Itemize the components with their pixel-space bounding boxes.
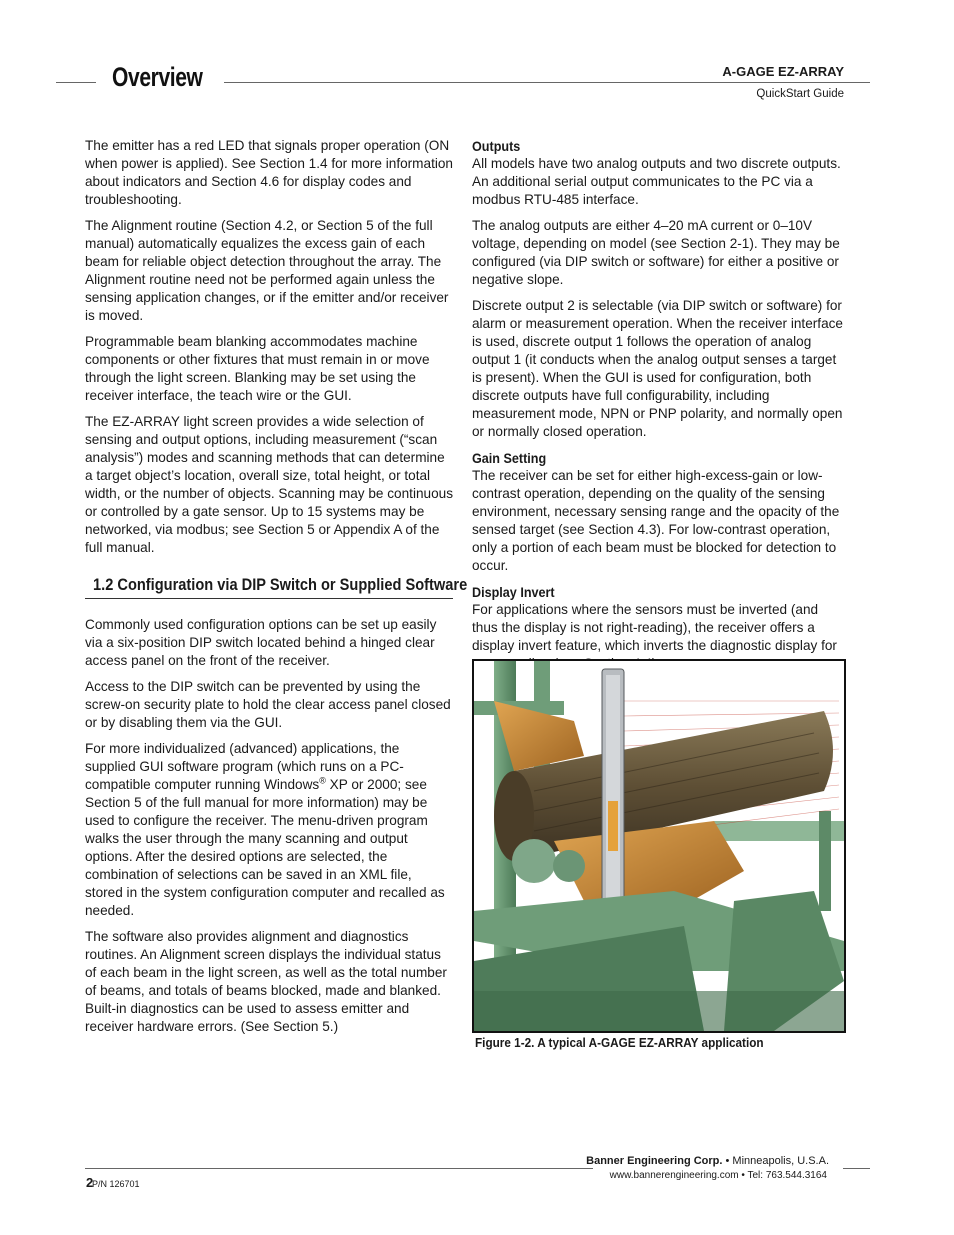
page-number: 2 — [86, 1175, 94, 1190]
paragraph: The emitter has a red LED that signals proper operation (ON when power is applied). See Section 1.4 for more information about indicators and Section 4.6 for display codes and troubleshooting. — [85, 138, 453, 207]
company-name: Banner Engineering Corp. — [586, 1155, 723, 1167]
figure-caption: Figure 1-2. A typical A-GAGE EZ-ARRAY application — [475, 1036, 764, 1050]
sawmill-illustration — [474, 661, 844, 1031]
paragraph: Discrete output 2 is selectable (via DIP switch or software) for alarm or measurement operation. When the receiver interface is used, discrete output 1 follows the operation of analog output 1 (it conducts when the analog output senses a target is present). When the GUI is used for configuration, both discrete outputs have full configurability, including measurement mode, NPN or PNP polarity, and normally open or normally closed operation. — [472, 298, 843, 439]
paragraph: Programmable beam blanking accommodates machine components or other fixtures that must remain in or move through the light screen. Blanking may be set using the receiver interface, the teach wire or the GUI. — [85, 334, 430, 403]
paragraph: The Alignment routine (Section 4.2, or Section 5 of the full manual) automatically equalizes the excess gain of each beam for reliable object detection throughout the array. The Alignment routine need not be performed again unless the sensing application changes, or if the emitter and/or receiver is moved. — [85, 218, 449, 323]
left-column-section — [85, 616, 453, 1044]
part-number: P/N 126701 — [92, 1179, 140, 1189]
header-rule-left — [56, 82, 96, 83]
outputs-heading: Outputs — [472, 138, 521, 154]
paragraph: Commonly used configuration options can be set up easily via a six-position DIP switch located behind a hinged clear access panel on the front of the receiver. — [85, 617, 437, 668]
paragraph: All models have two analog outputs and two discrete outputs. An additional serial output communicates to the PC via a modbus RTU-485 interface. — [472, 156, 841, 207]
application-figure — [472, 659, 846, 1033]
section-rule — [85, 598, 453, 599]
paragraph: Access to the DIP switch can be prevented by using the screw-on security plate to hold the clear access panel closed or by disabling them via the GUI. — [85, 679, 451, 730]
paragraph: The EZ-ARRAY light screen provides a wide selection of sensing and output options, including measurement (“scan analysis”) modes and scanning methods that can determine a target object’s location, overall size, total height, or total width, or the number of objects. Scanning may be continuous or controlled by a gate sensor. Up to 15 systems may be networked, via modbus; see Section 5 or Appendix A of the full manual. — [85, 414, 454, 555]
footer-contact: www.bannerengineering.com • Tel: 763.544.3164 — [609, 1170, 827, 1181]
document-subtitle: QuickStart Guide — [756, 88, 844, 100]
gain-heading: Gain Setting — [472, 450, 547, 466]
footer-rule-right — [843, 1168, 870, 1169]
paragraph: For applications where the sensors must be inverted (and thus the display is not right-reading), the receiver offers a display invert feature, which inverts the diagnostic display for — [472, 602, 837, 653]
footer-rule — [85, 1168, 593, 1169]
section-heading: 1.2 Configuration via DIP Switch or Supplied Software — [93, 575, 468, 594]
text-run: For more individualized (advanced) applications, the supplied GUI software program (which runs on a PC-compatible computer running Windows — [85, 741, 404, 792]
product-name: A-GAGE EZ-ARRAY — [722, 64, 844, 79]
left-column — [85, 137, 453, 565]
paragraph: The software also provides alignment and diagnostics routines. An Alignment screen displays the individual status of each beam in the light screen, as well as the total number of beams, and totals of beams blocked, made and blanked. Built-in diagnostics can be used to assess emitter and receiver hardware errors. (See Section 5.) — [85, 929, 447, 1034]
right-column — [472, 137, 844, 681]
paragraph-gui — [85, 740, 453, 920]
display-invert-heading: Display Invert — [472, 584, 555, 600]
paragraph: The receiver can be set for either high-excess-gain or low-contrast operation, depending on the quality of the sensing environment, necessary sensing range and the opacity of the sensed target (see Section 4.3). For low-contrast operation, only a portion of each beam must be blocked for detection to occur. — [472, 468, 840, 573]
company-location: • Minneapolis, U.S.A. — [722, 1155, 829, 1167]
page-title: Overview — [112, 62, 203, 92]
footer-company — [586, 1155, 829, 1167]
header-rule — [224, 82, 870, 83]
text-run: XP or 2000; see Section 5 of the full manual for more information) may be used to configure the receiver. The menu-driven program walks the user through the many scanning and output options. After the desired options are selected, the combination of selections can be saved in an XML file, stored in the system configuration computer and recalled as needed. — [85, 777, 445, 918]
paragraph: The analog outputs are either 4–20 mA current or 0–10V voltage, depending on model (see Section 2-1). They may be configured (via DIP switch or software) for either a positive or negative slope. — [472, 218, 840, 287]
registered-mark: ® — [319, 775, 326, 786]
